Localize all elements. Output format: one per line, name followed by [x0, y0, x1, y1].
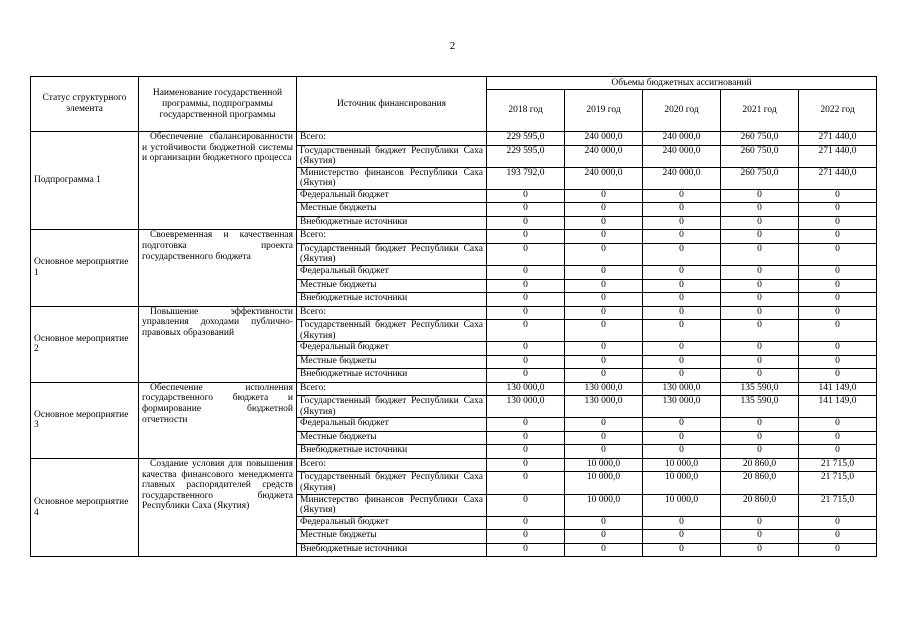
budget-value: 240 000,0	[565, 145, 643, 167]
budget-value: 271 440,0	[799, 132, 877, 146]
funding-source: Федеральный бюджет	[297, 189, 487, 203]
structural-element-status: Основное мероприятие 2	[31, 306, 139, 382]
budget-value: 0	[643, 266, 721, 280]
program-name: Своевременная и качественная подготовка проекта государственного бюджета	[139, 230, 297, 306]
budget-value: 0	[721, 431, 799, 445]
budget-value: 0	[643, 320, 721, 342]
budget-value: 0	[565, 431, 643, 445]
budget-value: 0	[565, 418, 643, 432]
budget-value: 0	[799, 530, 877, 544]
program-name: Повышение эффективности управления доходами публично-правовых образований	[139, 306, 297, 382]
budget-value: 260 750,0	[721, 167, 799, 189]
budget-value: 0	[643, 355, 721, 369]
header-year: 2019 год	[565, 90, 643, 132]
table-row	[31, 382, 877, 396]
budget-value: 0	[565, 355, 643, 369]
program-name: Создание условия для повышения качества финансового менеджмента главных распорядителей средств государственного бюджета Республики Саха (Якутия)	[139, 458, 297, 556]
header-year: 2021 год	[721, 90, 799, 132]
funding-source: Федеральный бюджет	[297, 342, 487, 356]
budget-value: 0	[487, 355, 565, 369]
budget-value: 0	[721, 243, 799, 265]
funding-source: Министерство финансов Республики Саха (Якутия)	[297, 167, 487, 189]
budget-value: 21 715,0	[799, 494, 877, 516]
budget-value: 0	[721, 189, 799, 203]
funding-source: Всего:	[297, 230, 487, 244]
budget-value: 0	[487, 418, 565, 432]
funding-source: Всего:	[297, 382, 487, 396]
budget-value: 0	[565, 203, 643, 217]
budget-value: 0	[799, 342, 877, 356]
budget-value: 0	[721, 230, 799, 244]
budget-value: 21 715,0	[799, 458, 877, 472]
funding-source: Внебюджетные источники	[297, 293, 487, 307]
budget-value: 10 000,0	[565, 458, 643, 472]
budget-value: 0	[799, 293, 877, 307]
budget-value: 0	[565, 279, 643, 293]
table-row	[31, 306, 877, 320]
funding-source: Государственный бюджет Республики Саха (Якутия)	[297, 320, 487, 342]
budget-value: 0	[487, 543, 565, 557]
budget-value: 0	[721, 306, 799, 320]
budget-value: 0	[565, 216, 643, 230]
budget-value: 240 000,0	[643, 132, 721, 146]
funding-source: Всего:	[297, 458, 487, 472]
budget-value: 0	[799, 279, 877, 293]
budget-value: 0	[721, 543, 799, 557]
budget-value: 240 000,0	[643, 167, 721, 189]
budget-value: 0	[643, 342, 721, 356]
budget-value: 0	[487, 369, 565, 383]
budget-value: 10 000,0	[643, 472, 721, 494]
table-row	[31, 132, 877, 146]
budget-value: 0	[565, 293, 643, 307]
budget-value: 193 792,0	[487, 167, 565, 189]
budget-value: 0	[799, 189, 877, 203]
structural-element-status: Основное мероприятие 3	[31, 382, 139, 458]
budget-value: 0	[487, 216, 565, 230]
funding-source: Местные бюджеты	[297, 355, 487, 369]
budget-value: 141 149,0	[799, 382, 877, 396]
budget-value: 0	[799, 516, 877, 530]
budget-value: 0	[487, 458, 565, 472]
budget-value: 130 000,0	[565, 396, 643, 418]
budget-value: 0	[799, 355, 877, 369]
budget-value: 0	[799, 418, 877, 432]
budget-value: 0	[487, 445, 565, 459]
funding-source: Федеральный бюджет	[297, 516, 487, 530]
budget-value: 0	[643, 230, 721, 244]
budget-value: 0	[565, 543, 643, 557]
funding-source: Государственный бюджет Республики Саха (Якутия)	[297, 472, 487, 494]
budget-value: 0	[721, 445, 799, 459]
funding-source: Местные бюджеты	[297, 203, 487, 217]
budget-value: 0	[487, 230, 565, 244]
budget-value: 0	[487, 266, 565, 280]
budget-value: 0	[565, 342, 643, 356]
budget-value: 0	[799, 543, 877, 557]
budget-value: 0	[643, 418, 721, 432]
budget-value: 130 000,0	[643, 396, 721, 418]
budget-value: 0	[487, 306, 565, 320]
budget-value: 271 440,0	[799, 167, 877, 189]
budget-value: 240 000,0	[565, 167, 643, 189]
funding-source: Внебюджетные источники	[297, 445, 487, 459]
budget-value: 0	[721, 266, 799, 280]
budget-value: 0	[643, 189, 721, 203]
budget-value: 0	[643, 543, 721, 557]
funding-source: Внебюджетные источники	[297, 369, 487, 383]
budget-value: 20 860,0	[721, 458, 799, 472]
structural-element-status: Подпрограмма 1	[31, 132, 139, 230]
table-body	[31, 132, 877, 557]
budget-value: 229 595,0	[487, 132, 565, 146]
header-budget-volumes: Объемы бюджетных ассигнований	[487, 77, 877, 90]
budget-value: 130 000,0	[565, 382, 643, 396]
budget-value: 260 750,0	[721, 145, 799, 167]
budget-value: 0	[721, 320, 799, 342]
budget-value: 0	[643, 216, 721, 230]
budget-value: 0	[643, 293, 721, 307]
budget-value: 10 000,0	[643, 494, 721, 516]
budget-value: 0	[487, 203, 565, 217]
budget-value: 0	[721, 355, 799, 369]
budget-value: 0	[565, 369, 643, 383]
funding-source: Местные бюджеты	[297, 530, 487, 544]
budget-value: 0	[799, 243, 877, 265]
budget-value: 0	[643, 516, 721, 530]
budget-value: 0	[721, 293, 799, 307]
budget-value: 0	[799, 431, 877, 445]
budget-value: 135 590,0	[721, 396, 799, 418]
budget-value: 0	[721, 418, 799, 432]
funding-source: Федеральный бюджет	[297, 266, 487, 280]
budget-value: 0	[565, 306, 643, 320]
budget-value: 0	[643, 445, 721, 459]
budget-value: 0	[565, 189, 643, 203]
budget-value: 0	[487, 293, 565, 307]
header-funding-source: Источник финансирования	[297, 77, 487, 132]
budget-value: 0	[565, 445, 643, 459]
budget-value: 0	[799, 320, 877, 342]
budget-value: 0	[721, 369, 799, 383]
program-name: Обеспечение сбалансированности и устойчивости бюджетной системы и организации бюджетного процесса	[139, 132, 297, 230]
budget-value: 0	[643, 431, 721, 445]
budget-value: 0	[721, 342, 799, 356]
budget-value: 271 440,0	[799, 145, 877, 167]
funding-source: Местные бюджеты	[297, 431, 487, 445]
budget-value: 240 000,0	[565, 132, 643, 146]
budget-value: 0	[487, 530, 565, 544]
table-row	[31, 230, 877, 244]
funding-source: Государственный бюджет Республики Саха (Якутия)	[297, 243, 487, 265]
budget-value: 0	[565, 516, 643, 530]
funding-source: Всего:	[297, 132, 487, 146]
budget-value: 10 000,0	[565, 494, 643, 516]
budget-value: 0	[565, 320, 643, 342]
funding-source: Министерство финансов Республики Саха (Якутия)	[297, 494, 487, 516]
header-status: Статус структурного элемента	[31, 77, 139, 132]
budget-value: 240 000,0	[643, 145, 721, 167]
budget-value: 229 595,0	[487, 145, 565, 167]
budget-value: 0	[643, 369, 721, 383]
funding-source: Государственный бюджет Республики Саха (Якутия)	[297, 396, 487, 418]
budget-value: 21 715,0	[799, 472, 877, 494]
budget-value: 260 750,0	[721, 132, 799, 146]
header-year: 2020 год	[643, 90, 721, 132]
table-row	[31, 458, 877, 472]
header-year: 2022 год	[799, 90, 877, 132]
budget-value: 0	[643, 530, 721, 544]
budget-value: 0	[799, 203, 877, 217]
budget-value: 0	[487, 342, 565, 356]
budget-value: 130 000,0	[643, 382, 721, 396]
budget-value: 0	[643, 243, 721, 265]
budget-value: 0	[721, 516, 799, 530]
budget-value: 135 590,0	[721, 382, 799, 396]
budget-value: 141 149,0	[799, 396, 877, 418]
budget-value: 0	[799, 216, 877, 230]
budget-value: 0	[565, 530, 643, 544]
budget-value: 0	[799, 369, 877, 383]
funding-source: Всего:	[297, 306, 487, 320]
budget-value: 0	[565, 243, 643, 265]
budget-value: 0	[643, 279, 721, 293]
budget-value: 0	[487, 494, 565, 516]
budget-value: 0	[643, 306, 721, 320]
budget-value: 130 000,0	[487, 382, 565, 396]
structural-element-status: Основное мероприятие 1	[31, 230, 139, 306]
structural-element-status: Основное мероприятие 4	[31, 458, 139, 556]
header-year: 2018 год	[487, 90, 565, 132]
budget-value: 0	[721, 203, 799, 217]
page-number: 2	[449, 40, 456, 52]
budget-value: 0	[565, 266, 643, 280]
budget-value: 0	[643, 203, 721, 217]
budget-value: 10 000,0	[565, 472, 643, 494]
budget-value: 20 860,0	[721, 494, 799, 516]
budget-value: 0	[487, 243, 565, 265]
budget-value: 0	[487, 279, 565, 293]
budget-value: 0	[487, 189, 565, 203]
budget-value: 0	[565, 230, 643, 244]
budget-value: 0	[487, 516, 565, 530]
funding-source: Внебюджетные источники	[297, 216, 487, 230]
budget-value: 0	[721, 216, 799, 230]
funding-source: Государственный бюджет Республики Саха (Якутия)	[297, 145, 487, 167]
funding-source: Местные бюджеты	[297, 279, 487, 293]
budget-value: 130 000,0	[487, 396, 565, 418]
budget-value: 10 000,0	[643, 458, 721, 472]
budget-value: 20 860,0	[721, 472, 799, 494]
budget-value: 0	[799, 445, 877, 459]
budget-value: 0	[721, 530, 799, 544]
funding-source: Федеральный бюджет	[297, 418, 487, 432]
budget-value: 0	[487, 320, 565, 342]
budget-value: 0	[487, 431, 565, 445]
budget-value: 0	[487, 472, 565, 494]
funding-source: Внебюджетные источники	[297, 543, 487, 557]
budget-allocation-table	[30, 76, 877, 557]
header-program-name: Наименование государственной программы, подпрограммы государственной программы	[139, 77, 297, 132]
budget-value: 0	[799, 266, 877, 280]
budget-value: 0	[799, 306, 877, 320]
program-name: Обеспечение исполнения государственного бюджета и формирование бюджетной отчетности	[139, 382, 297, 458]
budget-value: 0	[721, 279, 799, 293]
budget-value: 0	[799, 230, 877, 244]
